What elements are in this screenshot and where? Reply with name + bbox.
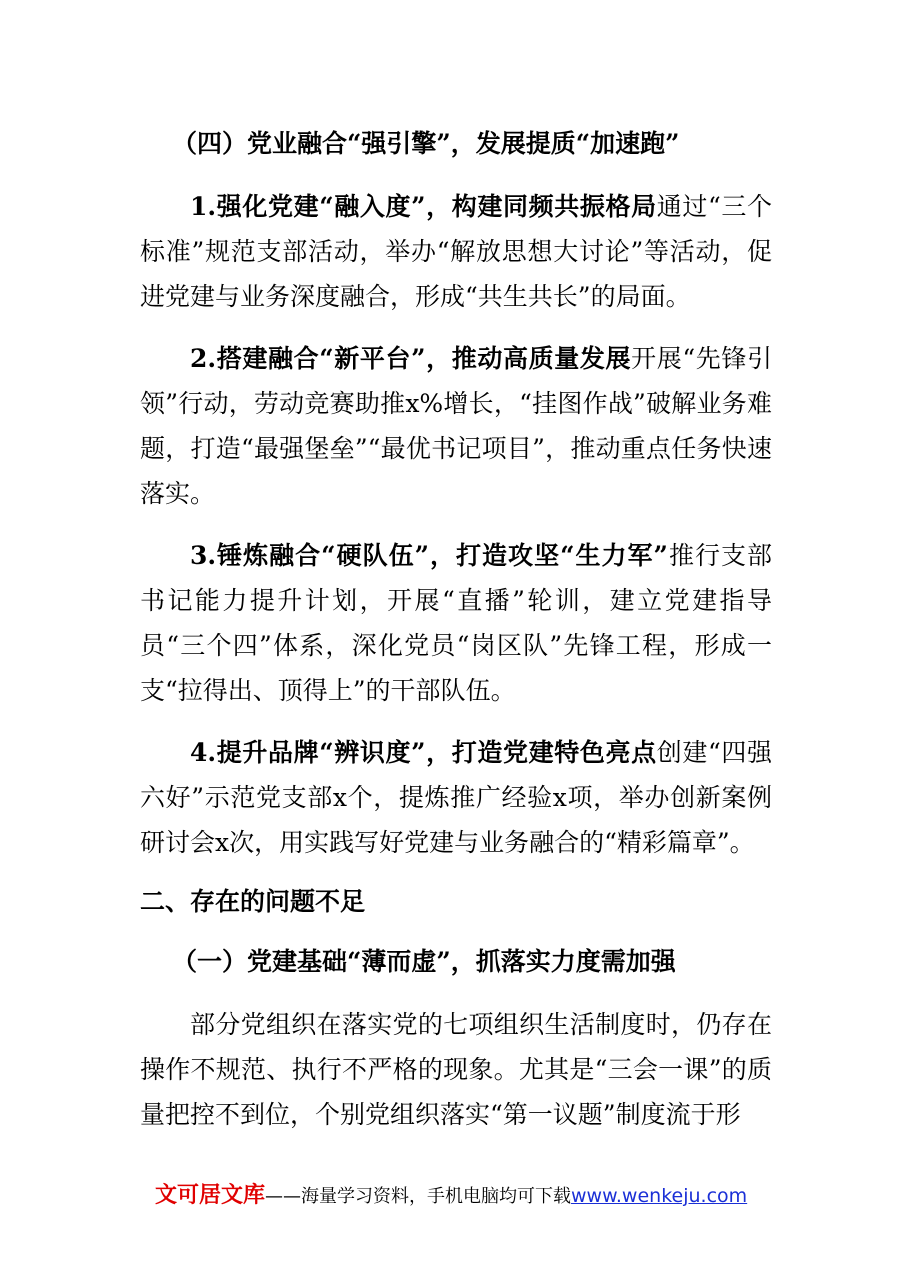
subsection-heading: （一）党建基础“薄而虚”，抓落实力度需加强 bbox=[172, 947, 676, 976]
paragraph-lead: 2.搭建融合“新平台”，推动高质量发展 bbox=[190, 344, 632, 373]
numbered-paragraph bbox=[140, 336, 772, 516]
numbered-paragraph bbox=[140, 184, 772, 319]
paragraph-text: 推行支部书记能力提升计划，开展“直播”轮训，建立党建指导员“三个四”体系，深化党员“岗区队”先锋工程，形成一支“拉得出、顶得上”的干部队伍。 bbox=[140, 541, 772, 705]
section-heading: （四）党业融合“强引擎”，发展提质“加速跑” bbox=[172, 129, 680, 158]
paragraph-text: 开展“先锋引领”行动，劳动竞赛助推x%增长，“挂图作战”破解业务难题，打造“最强堡垒”“最优书记项目”，推动重点任务快速落实。 bbox=[140, 344, 772, 508]
numbered-paragraph bbox=[140, 730, 772, 865]
body-paragraph: 部分党组织在落实党的七项组织生活制度时，仍存在操作不规范、执行不严格的现象。尤其是“三会一课”的质量把控不到位，个别党组织落实“第一议题”制度流于形 bbox=[140, 1010, 772, 1129]
footer-banner bbox=[155, 1176, 747, 1217]
footer-link[interactable]: www.wenkeju.com bbox=[571, 1185, 748, 1207]
chapter-heading: 二、存在的问题不足 bbox=[140, 887, 366, 916]
paragraph-lead: 4.提升品牌“辨识度”，打造党建特色亮点 bbox=[190, 738, 657, 767]
paragraph-lead: 3.锤炼融合“硬队伍”，打造攻坚“生力军” bbox=[190, 541, 668, 570]
paragraph-text: 通过“三个标准”规范支部活动，举办“解放思想大讨论”等活动，促进党建与业务深度融合，形成“共生共长”的局面。 bbox=[140, 192, 772, 311]
footer-brand: 文可居文库 bbox=[155, 1183, 266, 1208]
paragraph-lead: 1.强化党建“融入度”，构建同频共振格局 bbox=[190, 192, 657, 221]
paragraph-text: 创建“四强六好”示范党支部x个，提炼推广经验x项，举办创新案例研讨会x次，用实践写好党建与业务融合的“精彩篇章”。 bbox=[140, 738, 772, 857]
footer-slogan: ——海量学习资料，手机电脑均可下载 bbox=[265, 1186, 572, 1207]
document-body bbox=[140, 124, 772, 1149]
numbered-paragraph bbox=[140, 533, 772, 713]
